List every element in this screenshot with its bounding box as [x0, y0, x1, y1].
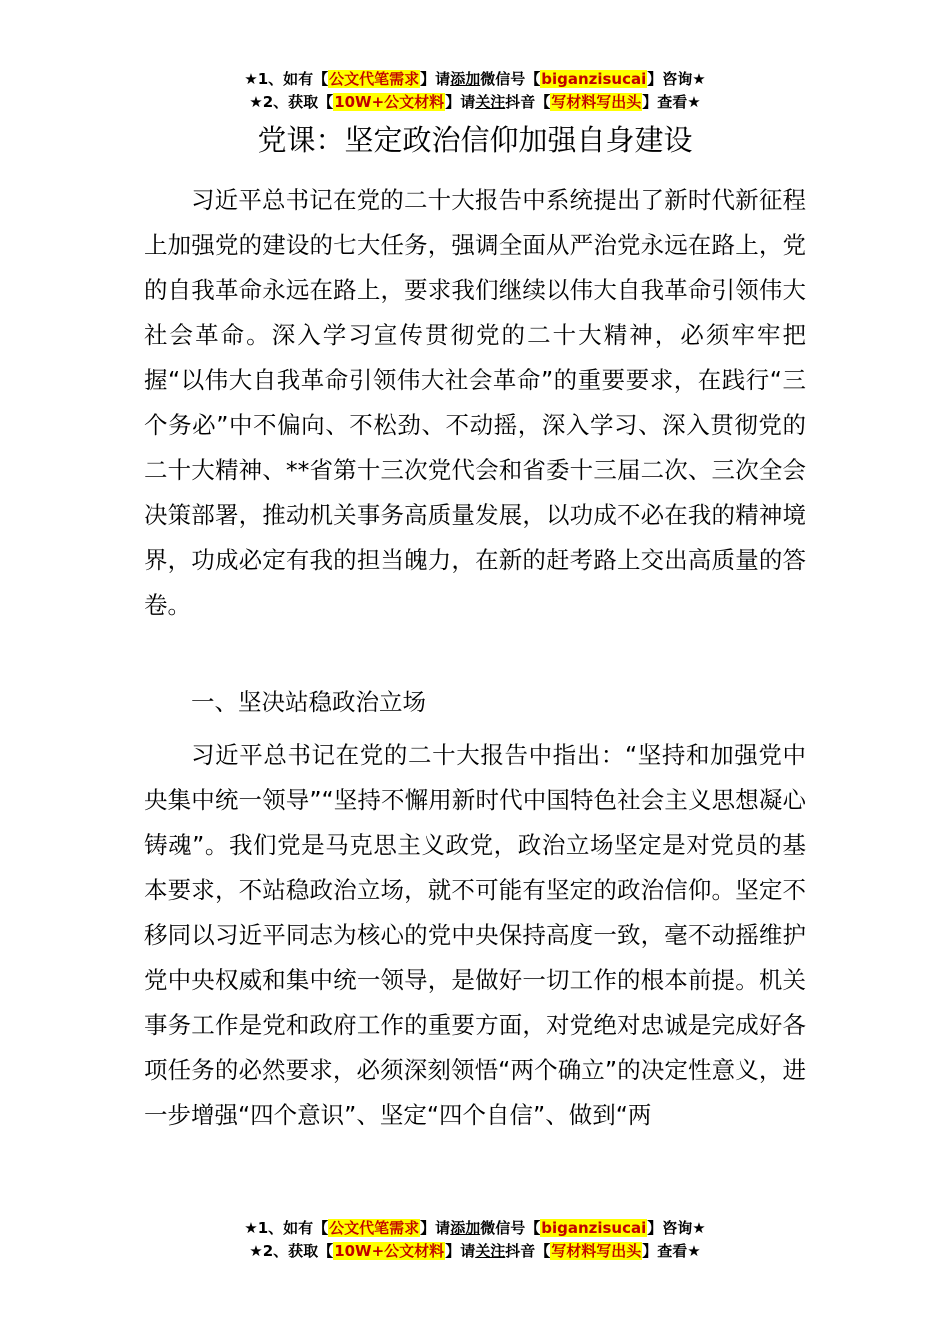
banner-text: 抖音【 [505, 1242, 551, 1260]
banner-line-1 [0, 68, 950, 91]
banner-highlight: 公文代笔需求 [329, 70, 420, 88]
banner-text: 微信号【 [480, 1219, 541, 1237]
banner-text: 】查看★ [642, 1242, 701, 1260]
banner-highlight: 写材料写出头 [551, 93, 642, 111]
body-paragraph [144, 733, 806, 1138]
section-heading-text: 一、坚决站稳政治立场 [191, 688, 426, 716]
banner-text: ★2、获取【 [249, 1242, 334, 1260]
banner-underlined: 添加 [450, 70, 481, 88]
banner-text: 抖音【 [505, 93, 551, 111]
banner-underlined: 添加 [450, 1219, 481, 1237]
banner-line-2 [0, 1240, 950, 1263]
banner-highlight: 写材料写出头 [551, 1242, 642, 1260]
paragraph-text: 习近平总书记在党的二十大报告中指出：“坚持和加强党中央集中统一领导”“坚持不懈用新时代中国特色社会主义思想凝心铸魂”。我们党是马克思主义政党，政治立场坚定是对党员的基本要求，不站稳政治立场，就不可能有坚定的政治信仰。坚定不移同以习近平同志为核心的党中央保持高度一致，毫不动摇维护党中央权威和集中统一领导，是做好一切工作的根本前提。机关事务工作是党和政府工作的重要方面，对党绝对忠诚是完成好各项任务的必然要求，必须深刻领悟“两个确立”的决定性意义，进一步增强“四个意识”、坚定“四个自信”、做到“两 [144, 741, 806, 1129]
body-paragraph [144, 178, 806, 628]
section-heading [144, 680, 806, 725]
banner-highlight: 10W+公文材料 [334, 93, 445, 111]
footer-banner [0, 1217, 950, 1263]
banner-highlight: 公文代笔需求 [329, 1219, 420, 1237]
banner-underlined: 关注 [475, 1242, 506, 1260]
banner-highlight: biganzisucai [541, 70, 647, 88]
banner-text: 】咨询★ [647, 1219, 706, 1237]
banner-text: ★1、如有【 [244, 70, 329, 88]
page-title: 党课：坚定政治信仰加强自身建设 [257, 123, 693, 157]
banner-line-2 [0, 91, 950, 114]
paragraph-text: 习近平总书记在党的二十大报告中系统提出了新时代新征程上加强党的建设的七大任务，强调全面从严治党永远在路上，党的自我革命永远在路上，要求我们继续以伟大自我革命引领伟大社会革命。深入学习宣传贯彻党的二十大精神，必须牢牢把握“以伟大自我革命引领伟大社会革命”的重要要求，在践行“三个务必”中不偏向、不松劲、不动摇，深入学习、深入贯彻党的二十大精神、**省第十三次党代会和省委十三届二次、三次全会决策部署，推动机关事务高质量发展，以功成不必在我的精神境界，功成必定有我的担当魄力，在新的赶考路上交出高质量的答卷。 [144, 186, 806, 619]
banner-underlined: 关注 [475, 93, 506, 111]
banner-highlight: biganzisucai [541, 1219, 647, 1237]
header-banner [0, 68, 950, 114]
banner-text: 微信号【 [480, 70, 541, 88]
banner-text: 】请 [420, 1219, 451, 1237]
banner-text: 】查看★ [642, 93, 701, 111]
banner-text: 】请 [420, 70, 451, 88]
banner-line-1 [0, 1217, 950, 1240]
banner-text: ★1、如有【 [244, 1219, 329, 1237]
banner-text: 】请 [445, 93, 476, 111]
banner-text: 】咨询★ [647, 70, 706, 88]
banner-highlight: 10W+公文材料 [334, 1242, 445, 1260]
banner-text: 】请 [445, 1242, 476, 1260]
banner-text: ★2、获取【 [249, 93, 334, 111]
